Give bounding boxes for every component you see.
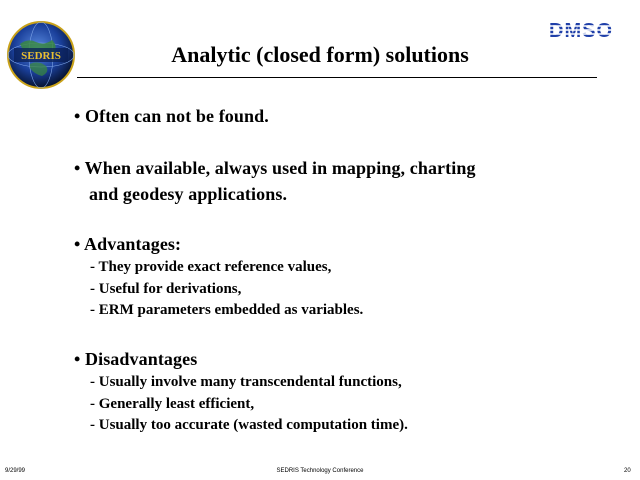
bullet-text: • Advantages: [74,234,182,254]
bullet-disadvantages [74,346,197,372]
bullet-text: • Often can not be found. [74,106,269,126]
dmso-logo-text: DMSO [549,20,613,42]
dmso-logo-icon [537,18,625,42]
bullet-text: • When available, always used in mapping, charting [74,158,476,178]
list-item: - Generally least efficient, [90,395,255,412]
footer-date: 9/29/99 [5,468,26,474]
footer-page-number: 20 [624,468,631,474]
list-item: - Usually involve many transcendental functions, [90,374,402,390]
footer-conference: SEDRIS Technology Conference [276,468,364,474]
slide-title: Analytic (closed form) solutions [171,42,469,67]
list-item: - Useful for derivations, [90,280,242,297]
bullet-text: • Disadvantages [74,349,198,369]
bullet-text-continuation: and geodesy applications. [89,184,288,204]
list-item: - Usually too accurate (wasted computation time). [90,417,408,433]
advantages-list [90,257,363,322]
bullet-when-available [74,155,476,207]
list-item: - ERM parameters embedded as variables. [90,302,364,318]
list-item: - They provide exact reference values, [90,259,332,275]
bullet-often-not-found [74,103,269,129]
title-divider [77,77,597,78]
bullet-advantages [74,231,181,257]
logo-text: SEDRIS [21,50,61,62]
disadvantages-list [90,372,408,437]
